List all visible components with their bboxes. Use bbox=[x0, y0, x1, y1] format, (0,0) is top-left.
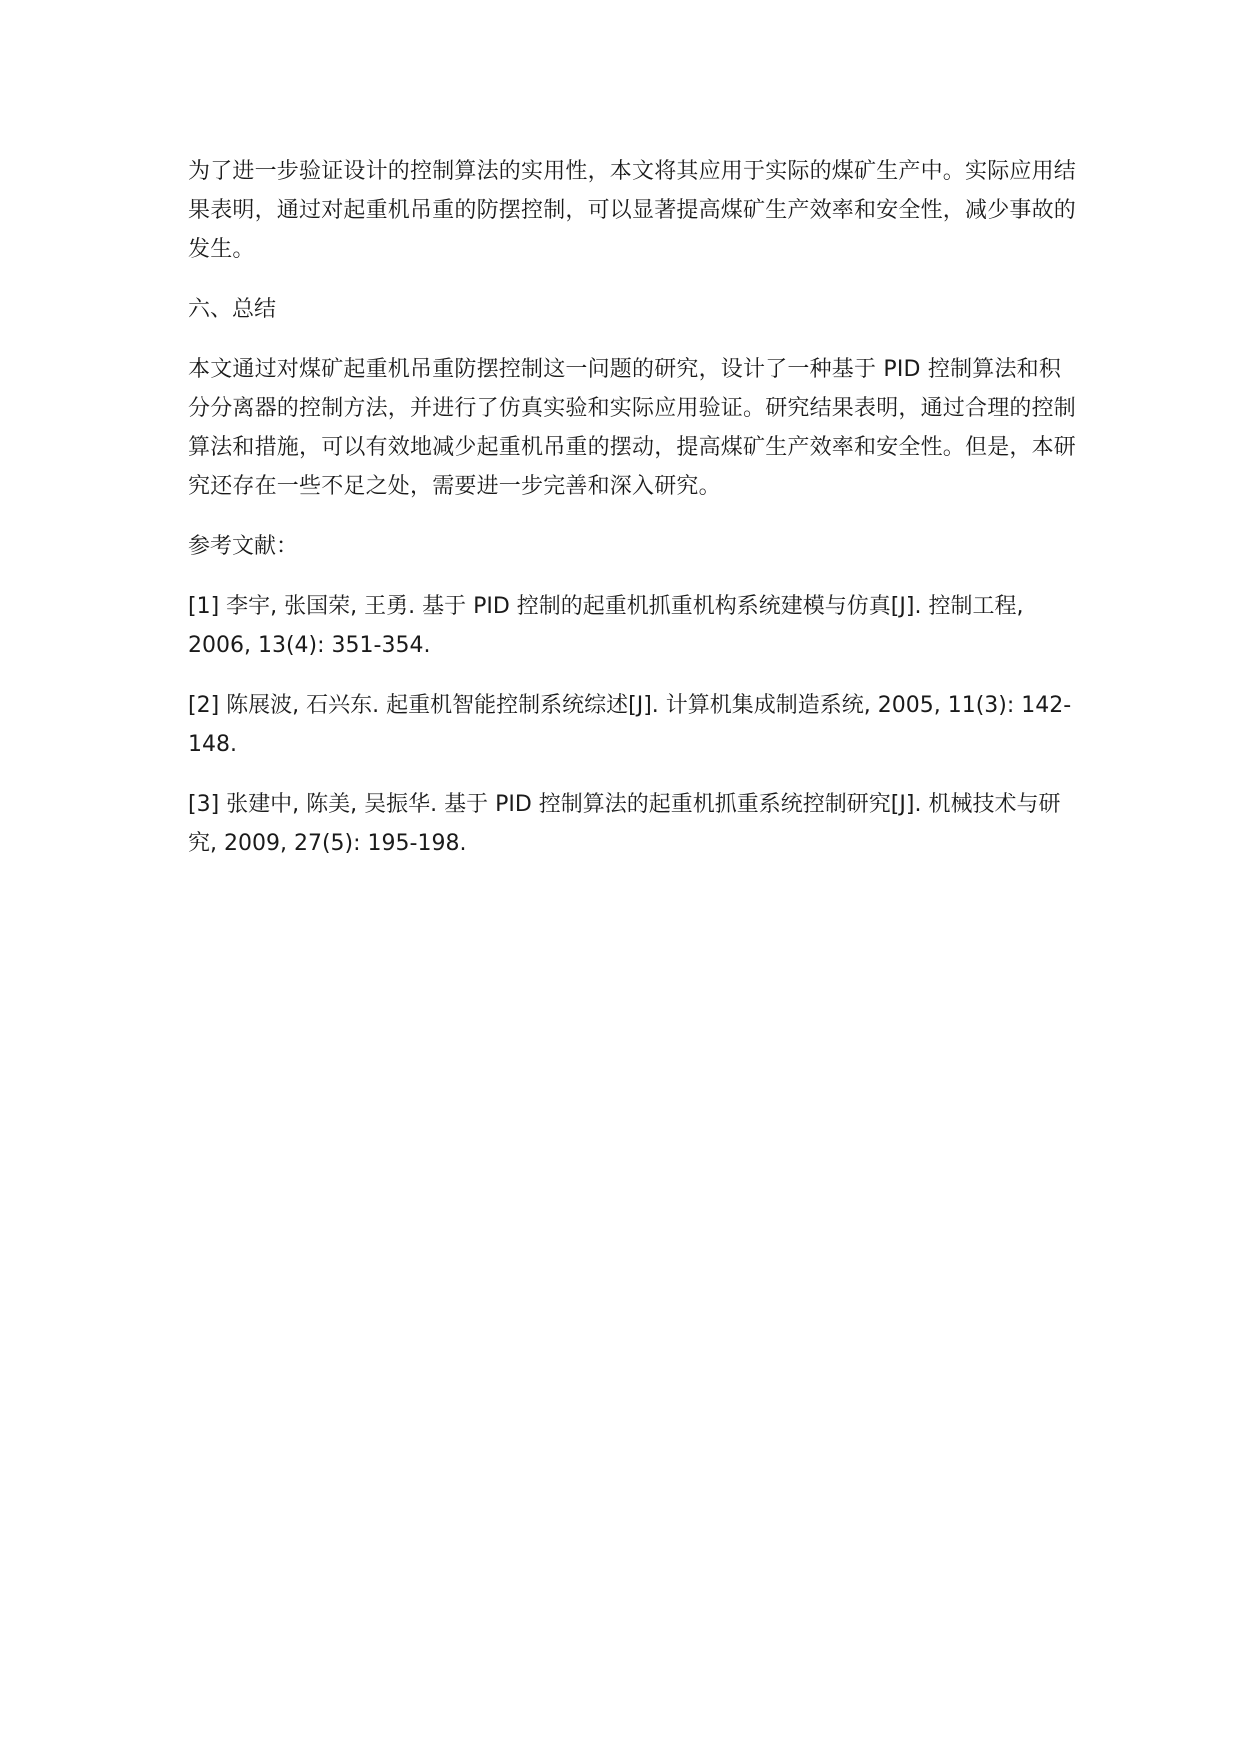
reference-item-3: [3] 张建中, 陈美, 吴振华. 基于 PID 控制算法的起重机抓重系统控制研究[J]. 机械技术与研究, 2009, 27(5): 195-198. bbox=[188, 792, 1061, 856]
summary-paragraph: 本文通过对煤矿起重机吊重防摆控制这一问题的研究，设计了一种基于 PID 控制算法和积分分离器的控制方法，并进行了仿真实验和实际应用验证。研究结果表明，通过合理的控制算法和措施，可以有效地减少起重机吊重的摆动，提高煤矿生产效率和安全性。但是，本研究还存在一些不足之处，需要进一步完善和深入研究。 bbox=[188, 357, 1077, 499]
reference-list bbox=[188, 587, 1078, 863]
document-body bbox=[188, 152, 1078, 884]
reference-item-2: [2] 陈展波, 石兴东. 起重机智能控制系统综述[J]. 计算机集成制造系统, 2005, 11(3): 142-148. bbox=[188, 693, 1072, 757]
section-heading-summary: 六、总结 bbox=[188, 297, 277, 322]
references-heading: 参考文献： bbox=[188, 534, 299, 559]
intro-paragraph: 为了进一步验证设计的控制算法的实用性，本文将其应用于实际的煤矿生产中。实际应用结果表明，通过对起重机吊重的防摆控制，可以显著提高煤矿生产效率和安全性，减少事故的发生。 bbox=[188, 159, 1077, 262]
reference-item-1: [1] 李宇, 张国荣, 王勇. 基于 PID 控制的起重机抓重机构系统建模与仿真[J]. 控制工程, 2006, 13(4): 351-354. bbox=[188, 594, 1024, 658]
